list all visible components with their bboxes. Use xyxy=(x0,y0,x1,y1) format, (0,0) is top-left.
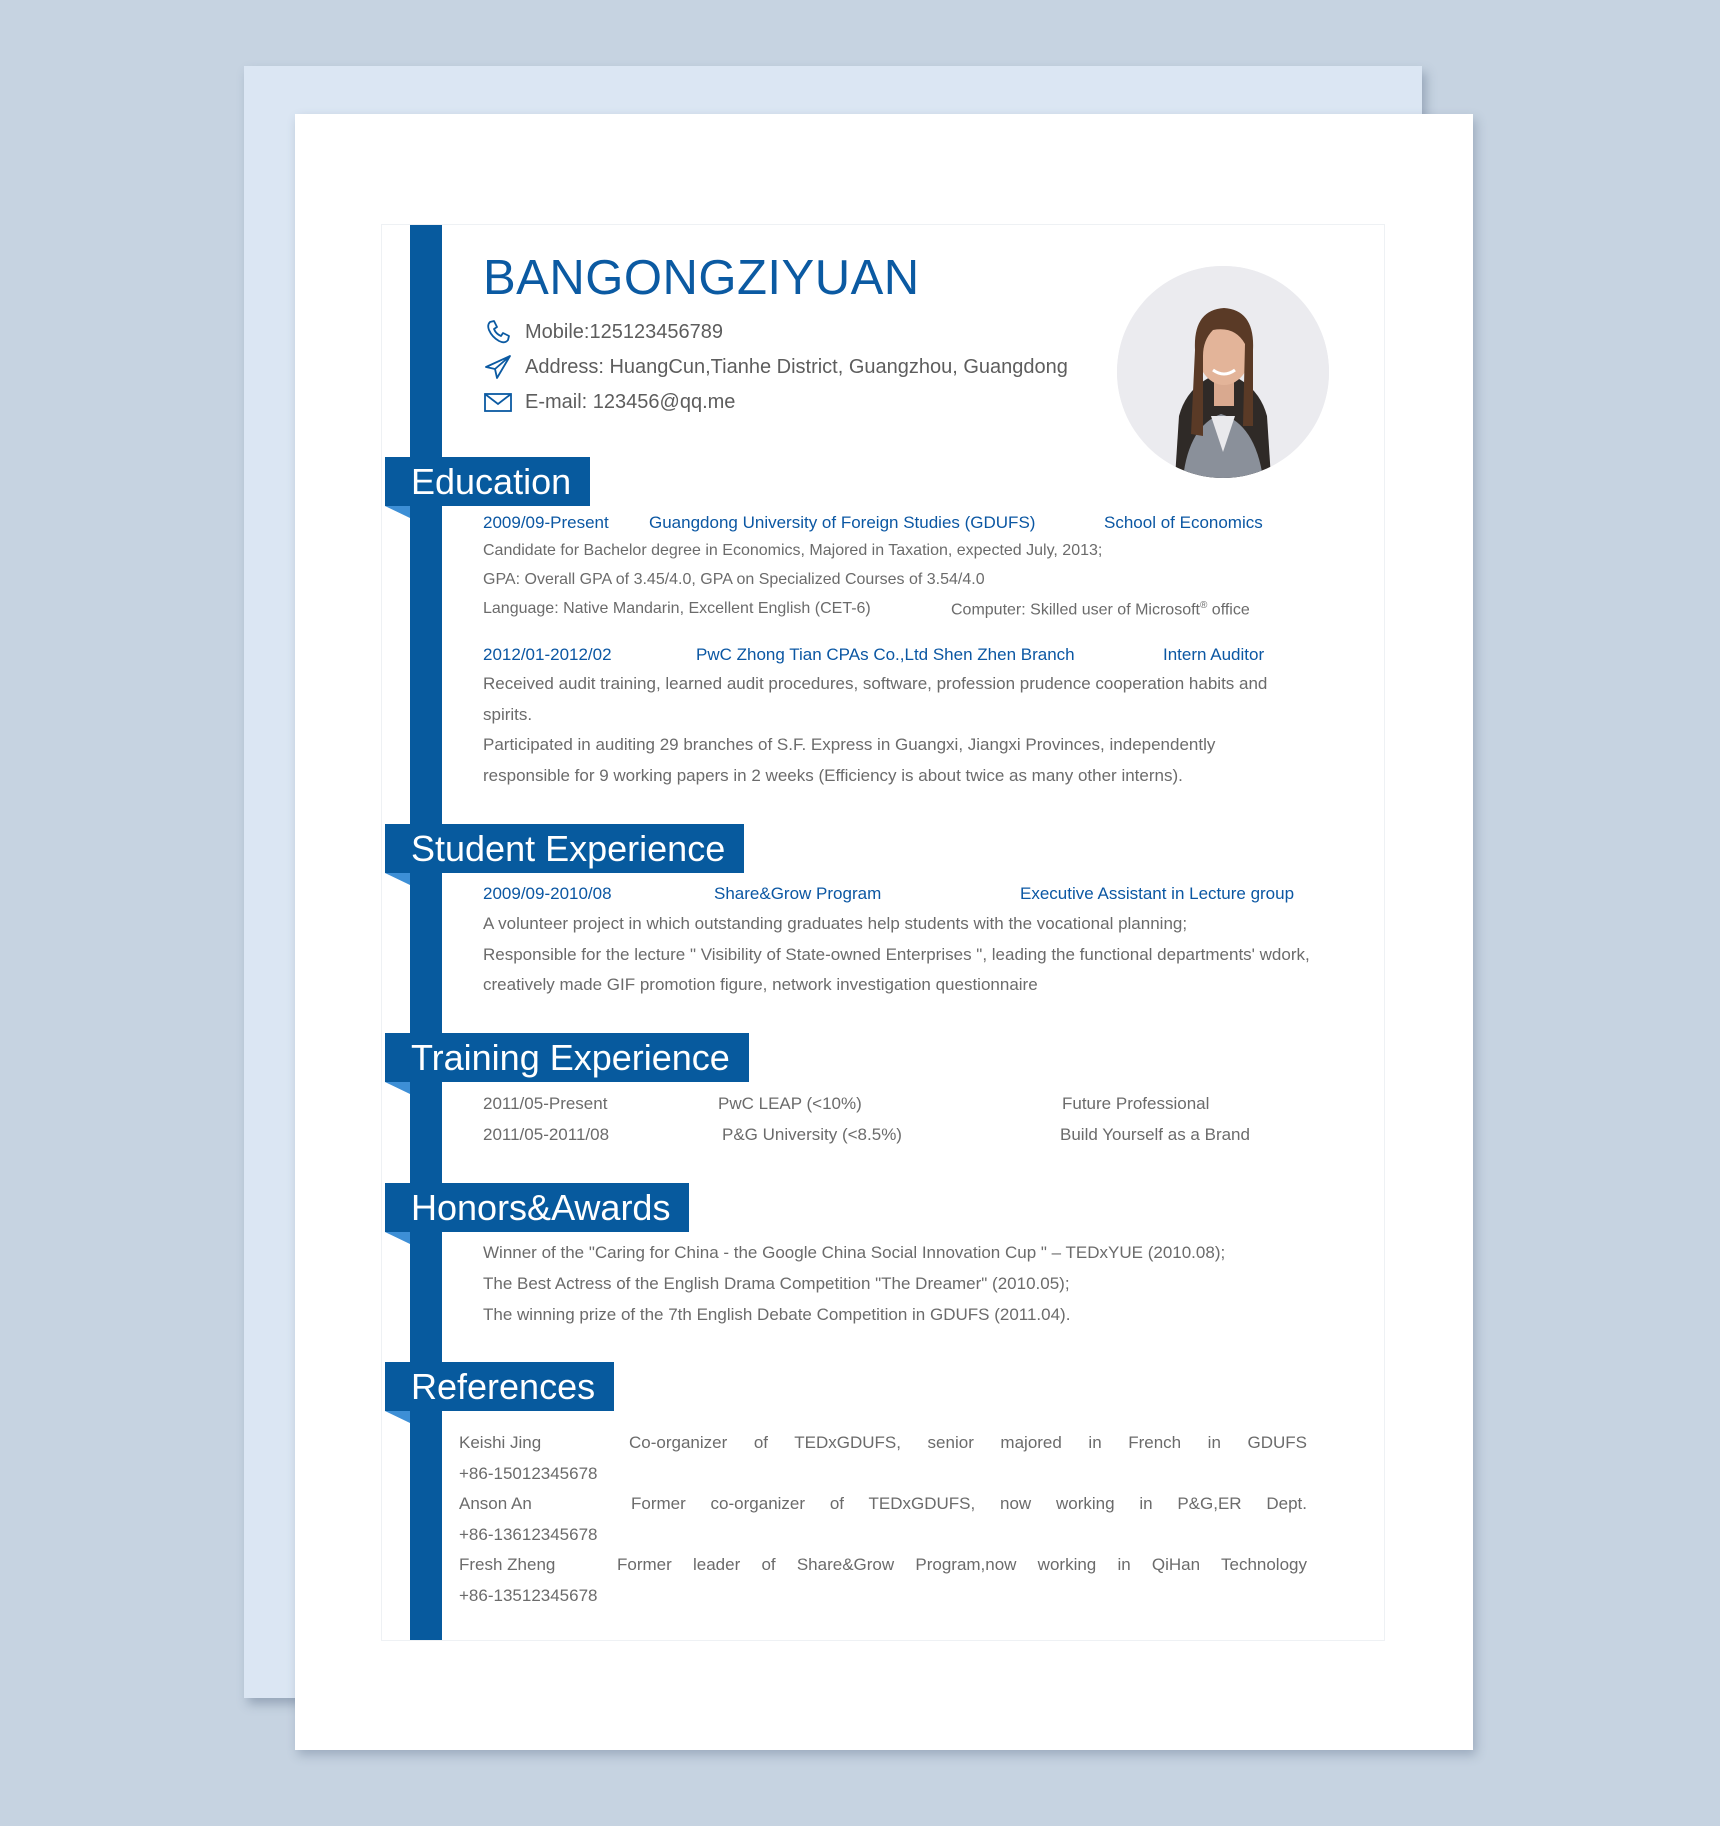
reference-row xyxy=(459,1428,1307,1459)
edu1-gpa: GPA: Overall GPA of 3.45/4.0, GPA on Specialized Courses of 3.54/4.0 xyxy=(483,571,985,588)
reference-desc: Former leader of Share&Grow Program,now working in QiHan Technology xyxy=(617,1555,1307,1574)
edu1-language: Language: Native Mandarin, Excellent English (CET-6) xyxy=(483,600,871,617)
header-fold-student xyxy=(385,873,410,885)
address-text: Address: HuangCun,Tianhe District, Guangzhou, Guangdong xyxy=(525,355,1068,378)
student-text-line: A volunteer project in which outstanding graduates help students with the vocational planning; xyxy=(483,914,1188,933)
edu2-text-line: responsible for 9 working papers in 2 weeks (Efficiency is about twice as many other interns). xyxy=(483,765,1183,785)
header-fold-education xyxy=(385,506,410,518)
edu1-date: 2009/09-Present xyxy=(483,513,609,532)
honor-item: The winning prize of the 7th English Debate Competition in GDUFS (2011.04). xyxy=(483,1305,1071,1324)
email-text: E-mail: 123456@qq.me xyxy=(525,390,736,413)
profile-photo xyxy=(1117,266,1329,478)
edu2-text-line: Received audit training, learned audit procedures, software, profession prudence cooperation habits and xyxy=(483,674,1268,693)
edu1-degree: Candidate for Bachelor degree in Economics, Majored in Taxation, expected July, 2013; xyxy=(483,542,1103,559)
section-header-references: References xyxy=(385,1362,614,1411)
section-header-education: Education xyxy=(385,457,590,506)
mobile-text: Mobile:125123456789 xyxy=(525,320,723,343)
honor-item: Winner of the "Caring for China - the Google China Social Innovation Cup " – TEDxYUE (2010.08); xyxy=(483,1243,1226,1262)
reference-name: Keishi Jing xyxy=(459,1433,542,1452)
header-fold-references xyxy=(385,1411,410,1423)
reference-name: Anson An xyxy=(459,1494,532,1513)
reference-row xyxy=(459,1550,1307,1581)
reference-phone: +86-15012345678 xyxy=(459,1463,598,1483)
edu1-role: School of Economics xyxy=(1104,513,1263,532)
section-header-student-experience: Student Experience xyxy=(385,824,744,873)
student-date: 2009/09-2010/08 xyxy=(483,884,612,903)
timeline-bar xyxy=(410,225,442,1640)
reference-desc: Co-organizer of TEDxGDUFS, senior majored in French in GDUFS xyxy=(629,1433,1307,1452)
student-description xyxy=(483,909,1343,1001)
reference-list xyxy=(459,1428,1307,1611)
edu2-date: 2012/01-2012/02 xyxy=(483,645,612,664)
reference-phone: +86-13612345678 xyxy=(459,1524,598,1544)
student-text-line: Responsible for the lecture " Visibility of State-owned Enterprises ", leading the functional departments' wdork, xyxy=(483,944,1310,964)
reference-name: Fresh Zheng xyxy=(459,1555,556,1574)
honor-item: The Best Actress of the English Drama Competition "The Dreamer" (2010.05); xyxy=(483,1274,1070,1293)
mobile-row xyxy=(483,317,723,347)
student-org: Share&Grow Program xyxy=(714,884,882,903)
header-fold-training xyxy=(385,1082,410,1094)
student-role: Executive Assistant in Lecture group xyxy=(1020,884,1295,903)
address-row xyxy=(483,352,1068,382)
paper-plane-icon xyxy=(483,352,513,382)
reference-row xyxy=(459,1489,1307,1520)
edu1-org: Guangdong University of Foreign Studies (GDUFS) xyxy=(649,513,1036,532)
edu2-role: Intern Auditor xyxy=(1163,645,1265,664)
edu1-computer: Computer: Skilled user of Microsoft® office xyxy=(951,600,1250,619)
section-header-honors-awards: Honors&Awards xyxy=(385,1183,689,1232)
training-date: 2011/05-2011/08 xyxy=(483,1125,610,1144)
reference-desc: Former co-organizer of TEDxGDUFS, now working in P&G,ER Dept. xyxy=(631,1494,1307,1513)
training-title: Build Yourself as a Brand xyxy=(1060,1125,1250,1144)
edu2-text-line: Participated in auditing 29 branches of S.F. Express in Guangxi, Jiangxi Provinces, independently xyxy=(483,735,1216,754)
reference-phone: +86-13512345678 xyxy=(459,1585,598,1605)
resume-name: BANGONGZIYUAN xyxy=(483,251,920,305)
section-header-training-experience: Training Experience xyxy=(385,1033,749,1082)
student-text-line: creatively made GIF promotion figure, network investigation questionnaire xyxy=(483,975,1038,994)
training-program: P&G University (<8.5%) xyxy=(722,1125,902,1144)
edu2-description xyxy=(483,669,1318,791)
phone-icon xyxy=(483,317,513,347)
edu2-text-line: spirits. xyxy=(483,704,533,724)
training-program: PwC LEAP (<10%) xyxy=(718,1094,862,1113)
edu2-org: PwC Zhong Tian CPAs Co.,Ltd Shen Zhen Branch xyxy=(696,645,1075,664)
header-fold-honors xyxy=(385,1232,410,1244)
email-row xyxy=(483,387,735,417)
training-title: Future Professional xyxy=(1062,1094,1210,1113)
training-date: 2011/05-Present xyxy=(483,1094,608,1113)
envelope-icon xyxy=(483,387,513,417)
